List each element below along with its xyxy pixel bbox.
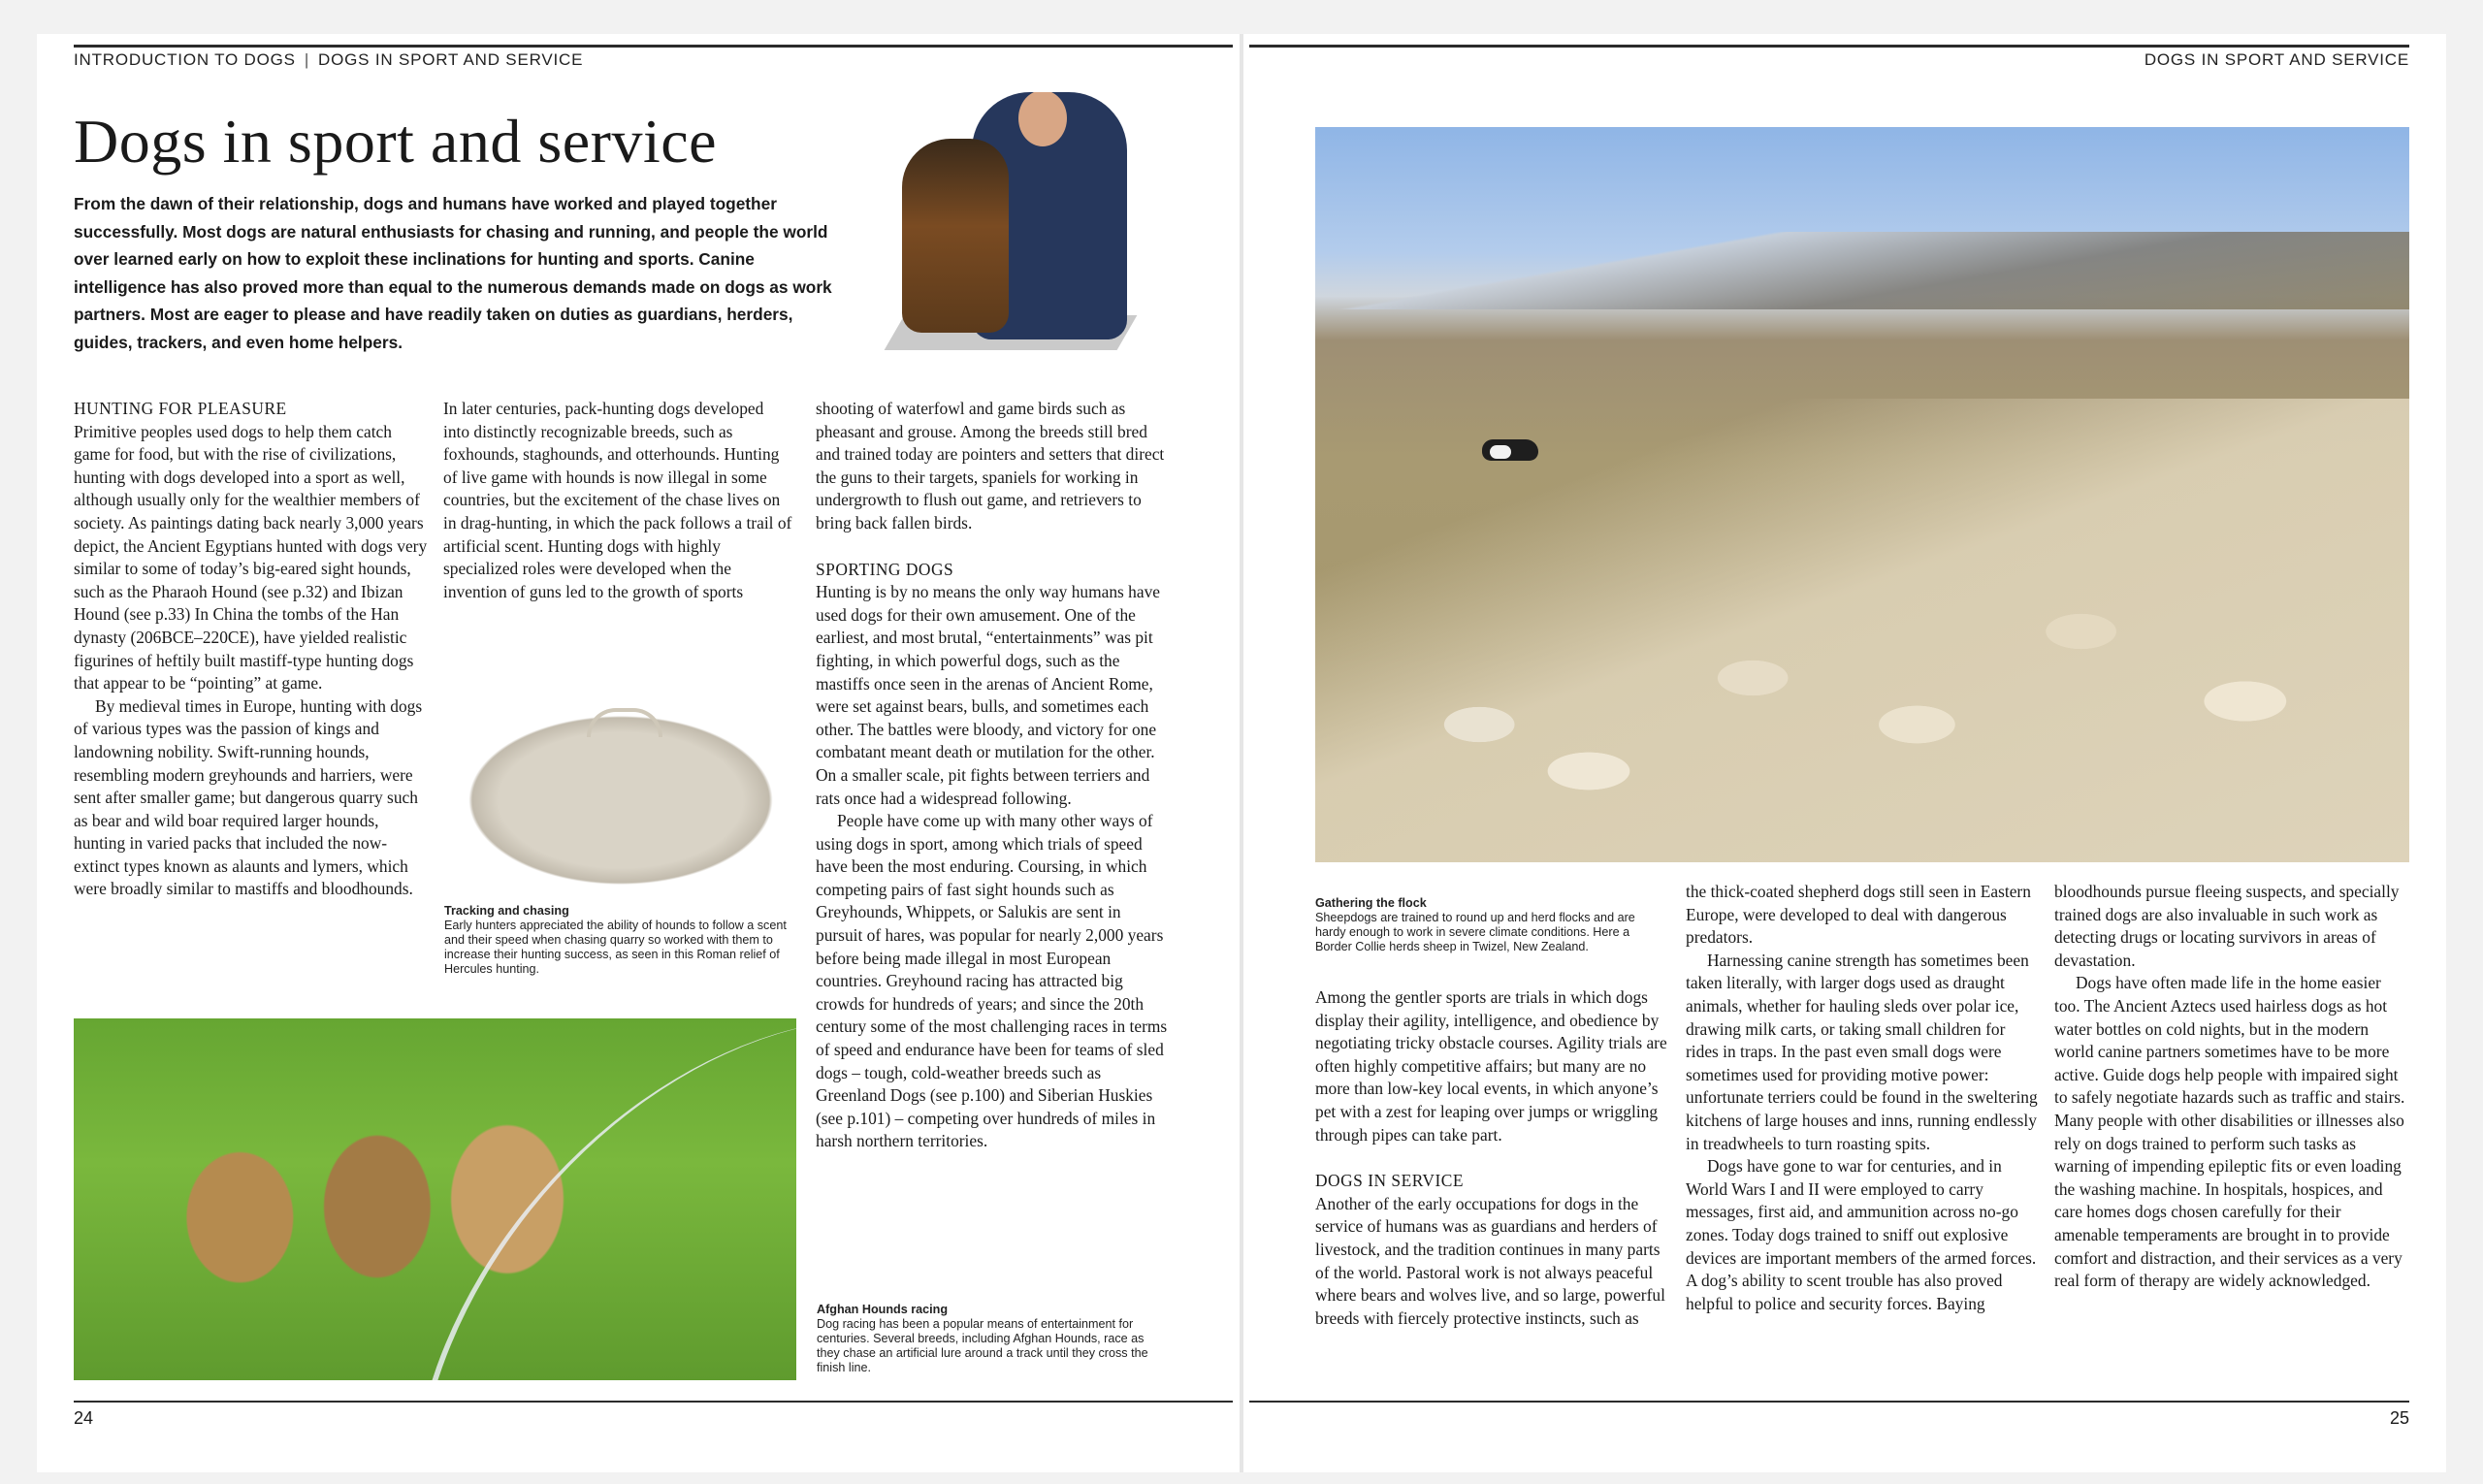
paragraph: By medieval times in Europe, hunting with dogs of various types was the passion of kings and landowning nobility. Swift-running hounds, resembling modern greyhounds and harriers, were sent after smaller game; but dangerous quarry such as bear and wild boar required larger hounds, hunting in varied packs that included the now-extinct types known as alaunts and lymers, which were broadly similar to mastiffs and bloodhounds.	[74, 695, 423, 899]
running-head-left: INTRODUCTION TO DOGS | DOGS IN SPORT AND SERVICE	[74, 45, 1233, 74]
caption-text: Sheepdogs are trained to round up and herd flocks and are hardy enough to work in severe climate conditions. Here a Border Collie herds sheep in Twizel, New Zealand.	[1315, 911, 1635, 953]
paragraph: Hunting is by no means the only way humans have used dogs for their own amusement. One of the earliest, and most brutal, “entertainments” was pit fighting, in which powerful dogs, such as the mastiffs once seen in the arenas of Ancient Rome, were set against bears, bulls, and sometimes each other. The battles were bloody, and victory for one combatant meant death or mutilation for the other. On a smaller scale, pit fights between terriers and rats once had a widespread following.	[816, 582, 1161, 808]
caption-flock	[1315, 896, 1664, 954]
page-number-right: 25	[2389, 1408, 2409, 1428]
paragraph: Another of the early occupations for dogs in the service of humans was as guardians and herders of livestock, and the tradition continues in many parts of the world. Pastoral work is not always peaceful where bears and wolves live, and so large, powerful breeds with fiercely protective instincts, such as	[1315, 1193, 1665, 1328]
footer-rule-right	[1249, 1401, 2409, 1403]
footer-rule-left	[74, 1401, 1233, 1403]
afghan-hounds-racing-photo	[74, 1018, 796, 1380]
paragraph: Among the gentler sports are trials in which dogs display their agility, intelligence, and obedience by negotiating tricky obstacle courses. Agility trials are often highly competitive affairs; but many are no more than low-key local events, in which anyone’s pet with a zest for leaping over jumps or wriggling through pipes can take part.	[1315, 987, 1667, 1145]
intro-paragraph: From the dawn of their relationship, dogs and humans have worked and played together successfully. Most dogs are natural enthusiasts for chasing and running, and people the world over learned early on how to exploit these inclinations for hunting and sports. Canine intelligence has also proved more than equal to the numerous demands made on dogs as work partners. Most are eager to please and have readily taken on duties as guardians, herders, guides, trackers, and even home helpers.	[74, 194, 832, 352]
heading-dogs-in-service: DOGS IN SERVICE	[1315, 1171, 1464, 1191]
running-head-right	[1249, 45, 2409, 74]
caption-title: Tracking and chasing	[444, 904, 569, 918]
paragraph: shooting of waterfowl and game birds such as pheasant and grouse. Among the breeds still bred and trained today are pointers and setters that direct the guns to their targets, spaniels for working in undergrowth to flush out game, and retrievers to bring back fallen birds.	[816, 399, 1165, 532]
section-label: INTRODUCTION TO DOGS	[74, 50, 296, 69]
text-column-1	[74, 398, 429, 901]
paragraph: Harnessing canine strength has sometimes been taken literally, with larger dogs used as draught animals, whether for hauling sleds over polar ice, drawing milk carts, or taking small children for rides in traps. In the past even small dogs were sometimes used for providing motive power: unfortunate terriers could be found in the sweltering kitchens of large houses and inns, running endlessly in treadwheels to turn roasting spits.	[1686, 950, 2038, 1153]
caption-title: Afghan Hounds racing	[817, 1303, 949, 1316]
caption-title: Gathering the flock	[1315, 896, 1427, 910]
heading-sporting-dogs: SPORTING DOGS	[816, 559, 954, 579]
text-column-5	[1686, 881, 2041, 1315]
caption-text: Dog racing has been a popular means of entertainment for centuries. Several breeds, including Afghan Hounds, race as they chase an artificial lure around a track until they cross the finish line.	[817, 1317, 1148, 1374]
subsection-label: DOGS IN SPORT AND SERVICE	[318, 50, 584, 69]
book-gutter	[1240, 34, 1243, 1472]
text-column-2	[443, 398, 792, 603]
sheep-flock-photo	[1315, 127, 2409, 862]
page-number-left: 24	[74, 1408, 94, 1428]
caption-racing	[817, 1303, 1151, 1375]
caption-text: Early hunters appreciated the ability of hounds to follow a scent and their speed when chasing quarry so worked with them to increase their hunting success, as seen in this Roman relief of Hercules hunting.	[444, 919, 787, 976]
paragraph: People have come up with many other ways of using dogs in sport, among which trials of speed have been the most enduring. Coursing, in which competing pairs of fast sight hounds such as Greyhounds, Whippets, or Salukis are sent in pursuit of hares, was popular for nearly 2,000 years before being made illegal in most European countries. Greyhound racing has attracted big crowds for hundreds of years; and since the 20th century some of the most challenging races in terms of speed and endurance have been for teams of sled dogs – tough, cold-weather breeds such as Greenland Dogs (see p.100) and Siberian Huskies (see p.101) – competing over hundreds of miles in harsh northern territories.	[816, 811, 1168, 1151]
paragraph: Dogs have often made life in the home easier too. The Ancient Aztecs used hairless dogs as hot water bottles on cold nights, but in the modern world canine partners sometimes have to be more active. Guide dogs help people with impaired sight to safely negotiate hazards such as traffic and stairs. Many people with other disabilities or illnesses also rely on dogs trained to perform such tasks as warning of impending epileptic fits or even loading the washing machine. In hospitals, hospices, and care homes dogs chosen carefully for their amenable temperaments are brought in to provide comfort and distraction, and their services as a very real form of therapy are widely acknowledged.	[2054, 973, 2405, 1291]
paragraph: Primitive peoples used dogs to help them catch game for food, but with the rise of civilizations, hunting with dogs developed into a sport as well, although usually only for the wealthier members of society. As paintings dating back nearly 3,000 years depict, the Ancient Egyptians hunted with dogs very similar to some of today’s big-eared sight hounds, such as the Pharaoh Hound (see p.32) and Ibizan Hound (see p.33) In China the tombs of the Han dynasty (206BCE–220CE), have yielded realistic figurines of heftily built mastiff-type hunting dogs that appear to be “pointing” at game.	[74, 421, 428, 694]
paragraph: the thick-coated shepherd dogs still seen in Eastern Europe, were developed to deal with dangerous predators.	[1686, 882, 2031, 948]
text-column-6	[2054, 881, 2409, 1293]
roman-relief-photo	[441, 698, 800, 902]
police-dog-photo	[875, 92, 1166, 356]
paragraph: Dogs have gone to war for centuries, and in World Wars I and II were employed to carry messages, first aid, and ammunition across no-go zones. Today dogs trained to sniff out explosive devices are important members of the armed forces. A dog’s ability to scent trouble has also proved helpful to police and security forces. Baying	[1686, 1156, 2037, 1313]
page-title: Dogs in sport and service	[74, 107, 718, 176]
text-column-3	[816, 398, 1171, 1153]
section-label-right: DOGS IN SPORT AND SERVICE	[2144, 50, 2409, 69]
heading-hunting-for-pleasure: HUNTING FOR PLEASURE	[74, 399, 287, 418]
border-collie	[1482, 439, 1538, 461]
text-column-4	[1315, 986, 1670, 1330]
paragraph: bloodhounds pursue fleeing suspects, and specially trained dogs are also invaluable in such work as detecting drugs or locating survivors in areas of devastation.	[2054, 882, 2400, 970]
paragraph: In later centuries, pack-hunting dogs developed into distinctly recognizable breeds, such as foxhounds, staghounds, and otterhounds. Hunting of live game with hounds is now illegal in some countries, but the excitement of the chase lives on in drag-hunting, in which the pack follows a trail of artificial scent. Hunting dogs with highly specialized roles were developed when the invention of guns led to the growth of sports	[443, 399, 792, 601]
caption-relief	[444, 904, 793, 977]
